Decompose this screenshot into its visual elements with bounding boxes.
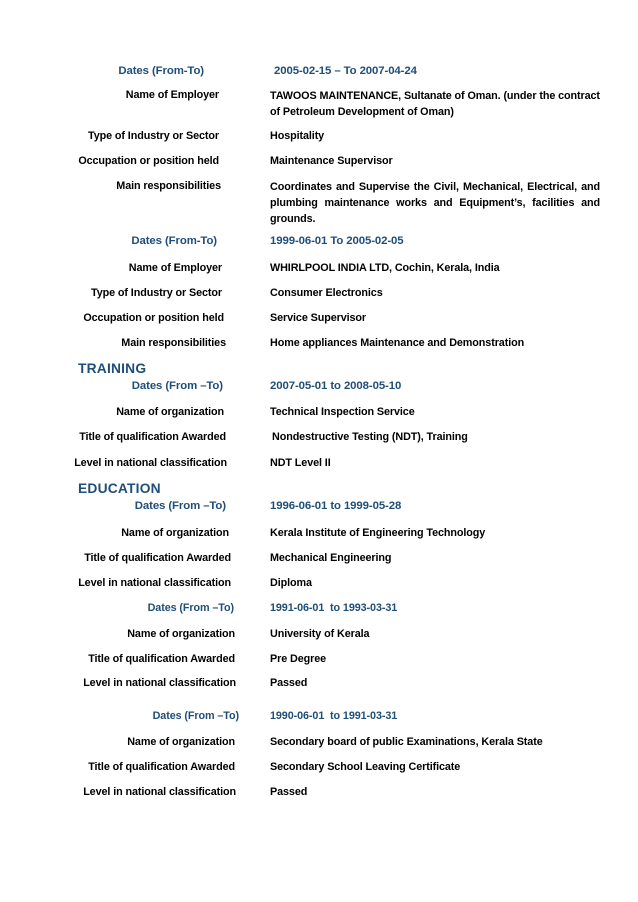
emp2-dates-label: Dates (From-To) <box>131 235 217 247</box>
edu3-org-label: Name of organization <box>127 736 235 748</box>
emp2-industry-label: Type of Industry or Sector <box>91 287 222 299</box>
emp1-resp: Coordinates and Supervise the Civil, Mechanical, Electrical, and plumbing maintenance works and Equipment’s, facilities and grounds. <box>270 181 600 225</box>
emp1-dates-label: Dates (From-To) <box>118 65 204 77</box>
training-level: NDT Level II <box>270 457 331 469</box>
emp2-employer-label: Name of Employer <box>128 262 222 274</box>
training-qual-label: Title of qualification Awarded <box>79 431 226 443</box>
edu3-org: Secondary board of public Examinations, Kerala State <box>270 736 543 748</box>
emp2-resp: Home appliances Maintenance and Demonstration <box>270 337 525 349</box>
emp2-dates: 1999-06-01 To 2005-02-05 <box>270 235 404 247</box>
emp1-resp-label: Main responsibilities <box>116 180 221 192</box>
emp1-employer: TAWOOS MAINTENANCE, Sultanate of Oman. (under the contract of Petroleum Development of Oman) <box>270 90 600 118</box>
edu3-level: Passed <box>270 786 308 798</box>
training-qual: Nondestructive Testing (NDT), Training <box>272 431 468 443</box>
edu1-qual-label: Title of qualification Awarded <box>84 552 231 564</box>
edu2-qual: Pre Degree <box>270 653 327 665</box>
emp1-dates: 2005-02-15 – To 2007-04-24 <box>274 65 417 77</box>
edu2-dates-label: Dates (From –To) <box>147 602 234 614</box>
edu1-dates: 1996-06-01 to 1999-05-28 <box>270 500 402 512</box>
emp1-employer-label: Name of Employer <box>125 89 219 101</box>
emp2-occupation-label: Occupation or position held <box>83 312 224 324</box>
emp1-industry: Hospitality <box>270 130 325 142</box>
edu1-org-label: Name of organization <box>121 527 229 539</box>
training-heading: TRAINING <box>78 361 147 376</box>
edu1-qual: Mechanical Engineering <box>270 552 392 564</box>
training-level-label: Level in national classification <box>74 457 227 469</box>
edu3-qual-label: Title of qualification Awarded <box>88 761 235 773</box>
emp2-resp-label: Main responsibilities <box>121 337 226 349</box>
edu2-level: Passed <box>270 677 308 689</box>
edu3-dates: 1990-06-01 to 1991-03-31 <box>270 710 398 722</box>
edu1-level-label: Level in national classification <box>78 577 231 589</box>
emp1-occupation-label: Occupation or position held <box>78 155 219 167</box>
emp1-occupation: Maintenance Supervisor <box>270 155 393 167</box>
edu3-dates-label: Dates (From –To) <box>152 710 239 722</box>
training-dates-label: Dates (From –To) <box>131 380 223 392</box>
emp2-employer: WHIRLPOOL INDIA LTD, Cochin, Kerala, India <box>270 262 500 274</box>
edu3-qual: Secondary School Leaving Certificate <box>270 761 461 773</box>
edu2-org: University of Kerala <box>270 628 370 640</box>
education-heading: EDUCATION <box>78 481 161 496</box>
edu2-level-label: Level in national classification <box>83 677 236 689</box>
training-dates: 2007-05-01 to 2008-05-10 <box>270 380 402 392</box>
emp2-occupation: Service Supervisor <box>270 312 367 324</box>
edu2-org-label: Name of organization <box>127 628 235 640</box>
emp2-industry: Consumer Electronics <box>270 287 383 299</box>
edu1-org: Kerala Institute of Engineering Technology <box>270 527 486 539</box>
edu2-dates: 1991-06-01 to 1993-03-31 <box>270 602 398 614</box>
edu1-level: Diploma <box>270 577 312 589</box>
edu1-dates-label: Dates (From –To) <box>134 500 226 512</box>
edu3-level-label: Level in national classification <box>83 786 236 798</box>
emp1-industry-label: Type of Industry or Sector <box>88 130 219 142</box>
edu2-qual-label: Title of qualification Awarded <box>88 653 235 665</box>
training-org: Technical Inspection Service <box>270 406 415 418</box>
training-org-label: Name of organization <box>116 406 224 418</box>
